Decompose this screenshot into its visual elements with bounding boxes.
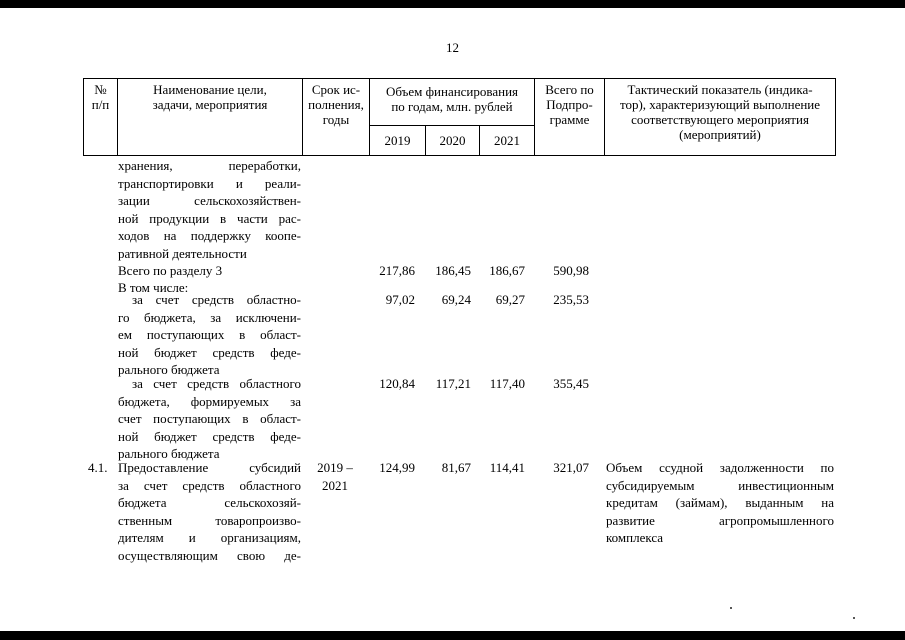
scan-bottom-border xyxy=(0,631,905,640)
text-line: бюджета сельскохозяй- xyxy=(118,495,301,510)
row-total-label: Всего по разделу 3 xyxy=(118,263,223,278)
row-4-1-text xyxy=(118,459,301,564)
text-line: транспортировки и реали- xyxy=(118,175,301,191)
header-year-2021: 2021 xyxy=(494,133,520,148)
header-col-funding: Объем финансирования по годам, млн. рублей xyxy=(385,84,519,114)
row-4-1-term: 2019 – 2021 xyxy=(317,460,353,493)
text-line: ственным товаропроизво- xyxy=(118,512,301,528)
text-line: хранения, переработки, xyxy=(118,158,301,173)
text-line: ной бюджет средств феде- xyxy=(118,428,301,444)
text-line: дителям и организациям, xyxy=(118,530,301,545)
text-line: зации сельскохозяйствен- xyxy=(118,193,301,208)
row-4-1-2019: 124,99 xyxy=(379,460,415,475)
header-col-total: Всего по Подпро- грамме xyxy=(545,82,594,127)
row-regional-2020: 69,24 xyxy=(441,292,471,307)
text-line: кредитам (займам), выданным на xyxy=(606,495,834,510)
text-line: комплекса xyxy=(606,530,664,545)
text-line: рального бюджета xyxy=(118,446,220,461)
text-line: ной бюджет средств феде- xyxy=(118,344,301,360)
text-line: за счет средств областно- xyxy=(132,292,301,307)
row-federal-2020: 117,21 xyxy=(435,376,471,391)
row-4-1-sum: 321,07 xyxy=(553,460,589,475)
header-col-name: Наименование цели, задачи, мероприятия xyxy=(152,82,268,112)
row-total-2020: 186,45 xyxy=(435,263,471,278)
row-including-label: В том числе: xyxy=(118,280,189,295)
header-year-2019: 2019 xyxy=(384,133,411,148)
scan-speck xyxy=(730,607,732,609)
text-line: ходов на поддержку коопе- xyxy=(118,228,301,243)
row-regional-2019: 97,02 xyxy=(385,292,415,307)
header-year-2020: 2020 xyxy=(439,133,466,148)
scan-top-border xyxy=(0,0,905,8)
text-line: субсидируемым инвестиционным xyxy=(606,477,834,493)
row-regional-text xyxy=(118,291,301,379)
text-line: Предоставление субсидий xyxy=(118,460,301,475)
text-line: ем поступающих в област- xyxy=(118,327,301,342)
text-line: рального бюджета xyxy=(118,362,220,377)
header-col-number: № п/п xyxy=(91,82,110,112)
header-col-indicator: Тактический показатель (индика- тор), характеризующий выполнение соответствующего мероприятия (мероприятий) xyxy=(619,82,821,142)
continuation-text xyxy=(118,157,301,262)
row-total-2019: 217,86 xyxy=(379,263,415,278)
text-line: бюджета, формируемых за xyxy=(118,393,301,409)
header-col-term: Срок ис- полнения, годы xyxy=(308,82,364,127)
row-4-1-2021: 114,41 xyxy=(489,460,525,475)
row-federal-2019: 120,84 xyxy=(379,376,415,391)
text-line: за счет средств областного xyxy=(132,376,301,391)
row-regional-2021: 69,27 xyxy=(495,292,525,307)
text-line: за счет средств областного xyxy=(118,477,301,493)
text-line: ративной деятельности xyxy=(118,245,247,261)
text-line: осуществляющим свою де- xyxy=(118,547,301,563)
row-federal-2021: 117,40 xyxy=(489,376,525,391)
scan-speck xyxy=(853,617,855,619)
page-number: 12 xyxy=(446,40,459,55)
row-4-1-number: 4.1. xyxy=(88,460,108,475)
text-line: счет поступающих в област- xyxy=(118,411,301,426)
row-4-1-2020: 81,67 xyxy=(441,460,471,475)
row-4-1-indicator xyxy=(606,459,834,547)
row-total-2021: 186,67 xyxy=(489,263,525,278)
text-line: ной продукции в части рас- xyxy=(118,210,301,226)
row-federal-text xyxy=(118,375,301,463)
row-regional-sum: 235,53 xyxy=(553,292,589,307)
text-line: го бюджета, за исключени- xyxy=(118,309,301,325)
row-total-sum: 590,98 xyxy=(553,263,589,278)
text-line: Объем ссудной задолженности по xyxy=(606,460,834,475)
text-line: развитие агропромышленного xyxy=(606,512,834,528)
row-federal-sum: 355,45 xyxy=(553,376,589,391)
